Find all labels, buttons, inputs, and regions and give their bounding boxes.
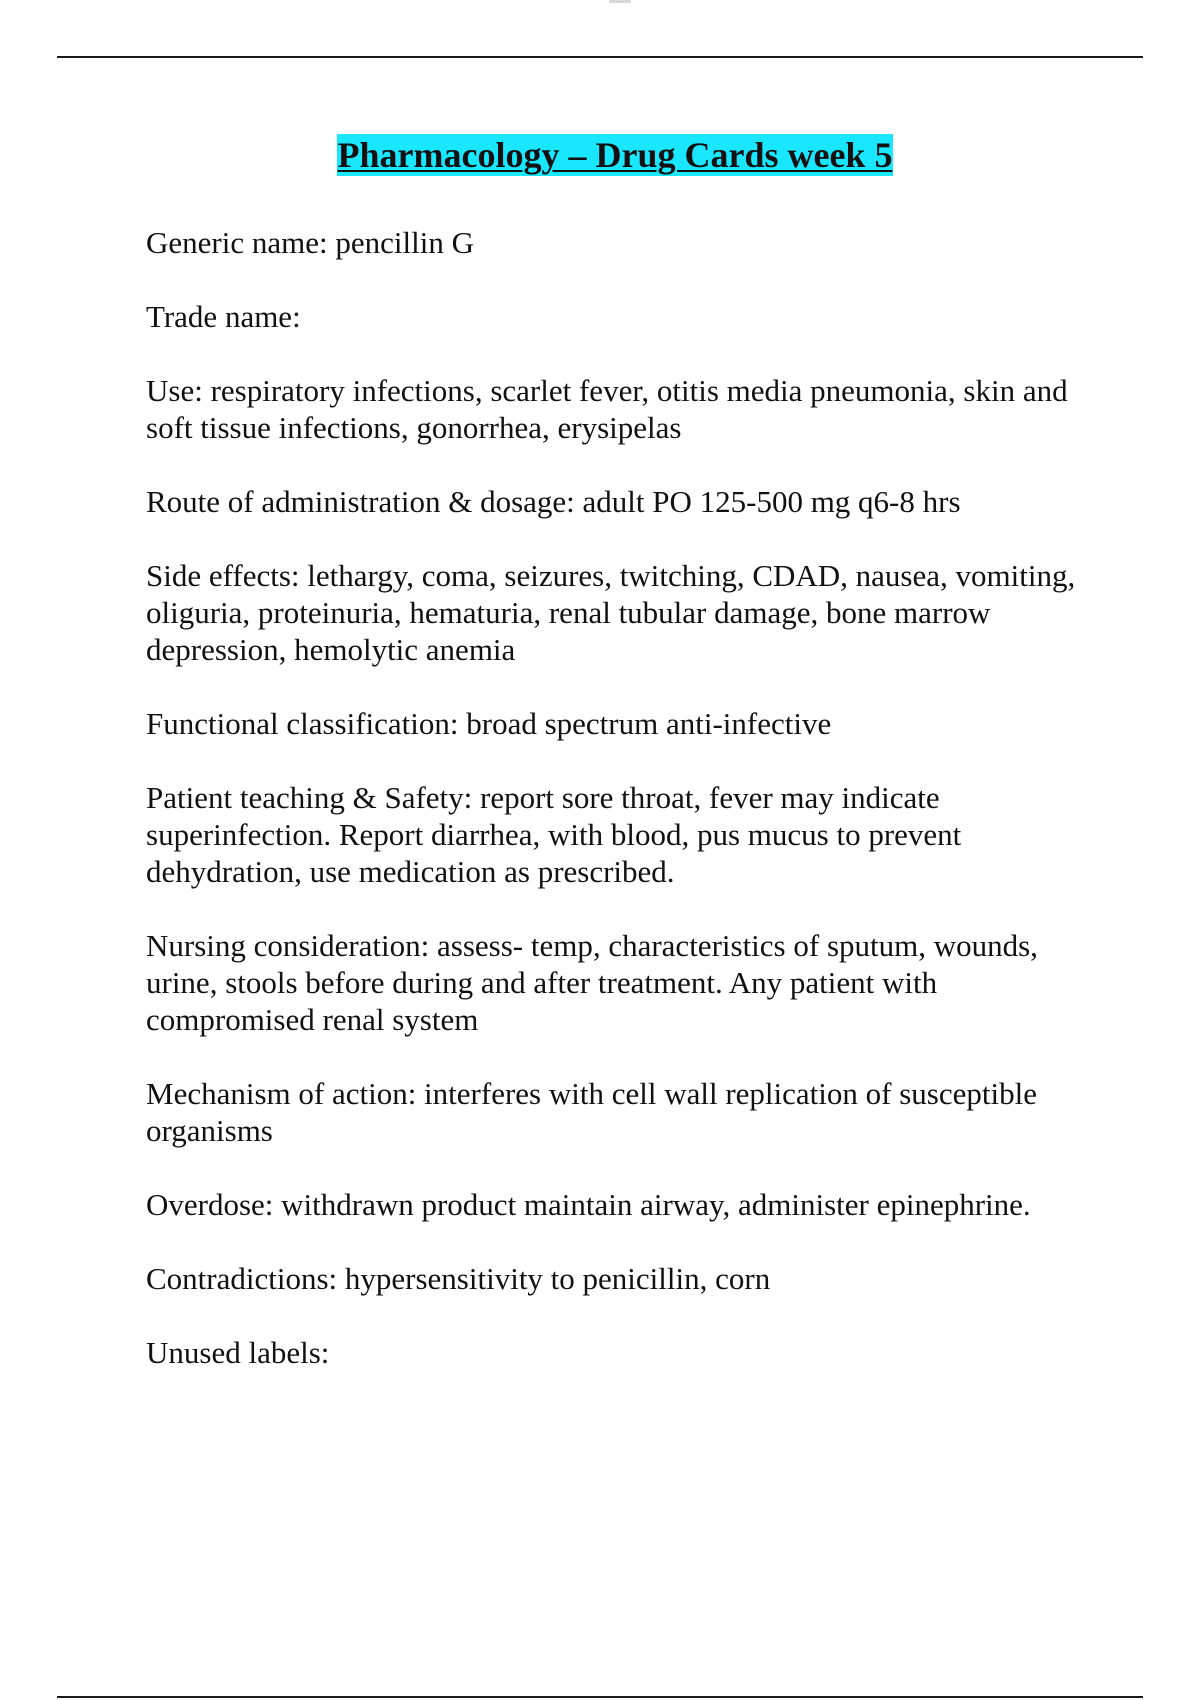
- drug-card-content: [146, 224, 1086, 1408]
- title-container: [0, 134, 1200, 176]
- unused-labels-entry: Unused labels:: [146, 1335, 330, 1370]
- footer-rule: [57, 1696, 1143, 1698]
- contradictions-entry: Contradictions: hypersensitivity to penicillin, corn: [146, 1261, 771, 1296]
- side-effects-entry: Side effects: lethargy, coma, seizures, twitching, CDAD, nausea, vomiting, oliguria, proteinuria, hematuria, renal tubular damage, bone marrow depression, hemolytic anemia: [146, 558, 1076, 667]
- trade-name-entry: Trade name:: [146, 299, 301, 334]
- generic-name-entry: Generic name: pencillin G: [146, 225, 474, 260]
- functional-classification-entry: Functional classification: broad spectrum anti-infective: [146, 706, 832, 741]
- document-title: Pharmacology – Drug Cards week 5: [337, 135, 893, 175]
- mechanism-of-action-entry: Mechanism of action: interferes with cell wall replication of susceptible organisms: [146, 1076, 1037, 1148]
- route-dosage-entry: Route of administration & dosage: adult PO 125-500 mg q6-8 hrs: [146, 484, 961, 519]
- use-entry: Use: respiratory infections, scarlet fever, otitis media pneumonia, skin and soft tissue infections, gonorrhea, erysipelas: [146, 373, 1068, 445]
- page-top-mark: [609, 0, 631, 3]
- patient-teaching-entry: Patient teaching & Safety: report sore throat, fever may indicate superinfection. Report diarrhea, with blood, pus mucus to prevent dehydration, use medication as prescribed.: [146, 780, 962, 889]
- nursing-consideration-entry: Nursing consideration: assess- temp, characteristics of sputum, wounds, urine, stools before during and after treatment. Any patient with compromised renal system: [146, 928, 1038, 1037]
- overdose-entry: Overdose: withdrawn product maintain airway, administer epinephrine.: [146, 1187, 1031, 1222]
- header-rule: [57, 56, 1143, 58]
